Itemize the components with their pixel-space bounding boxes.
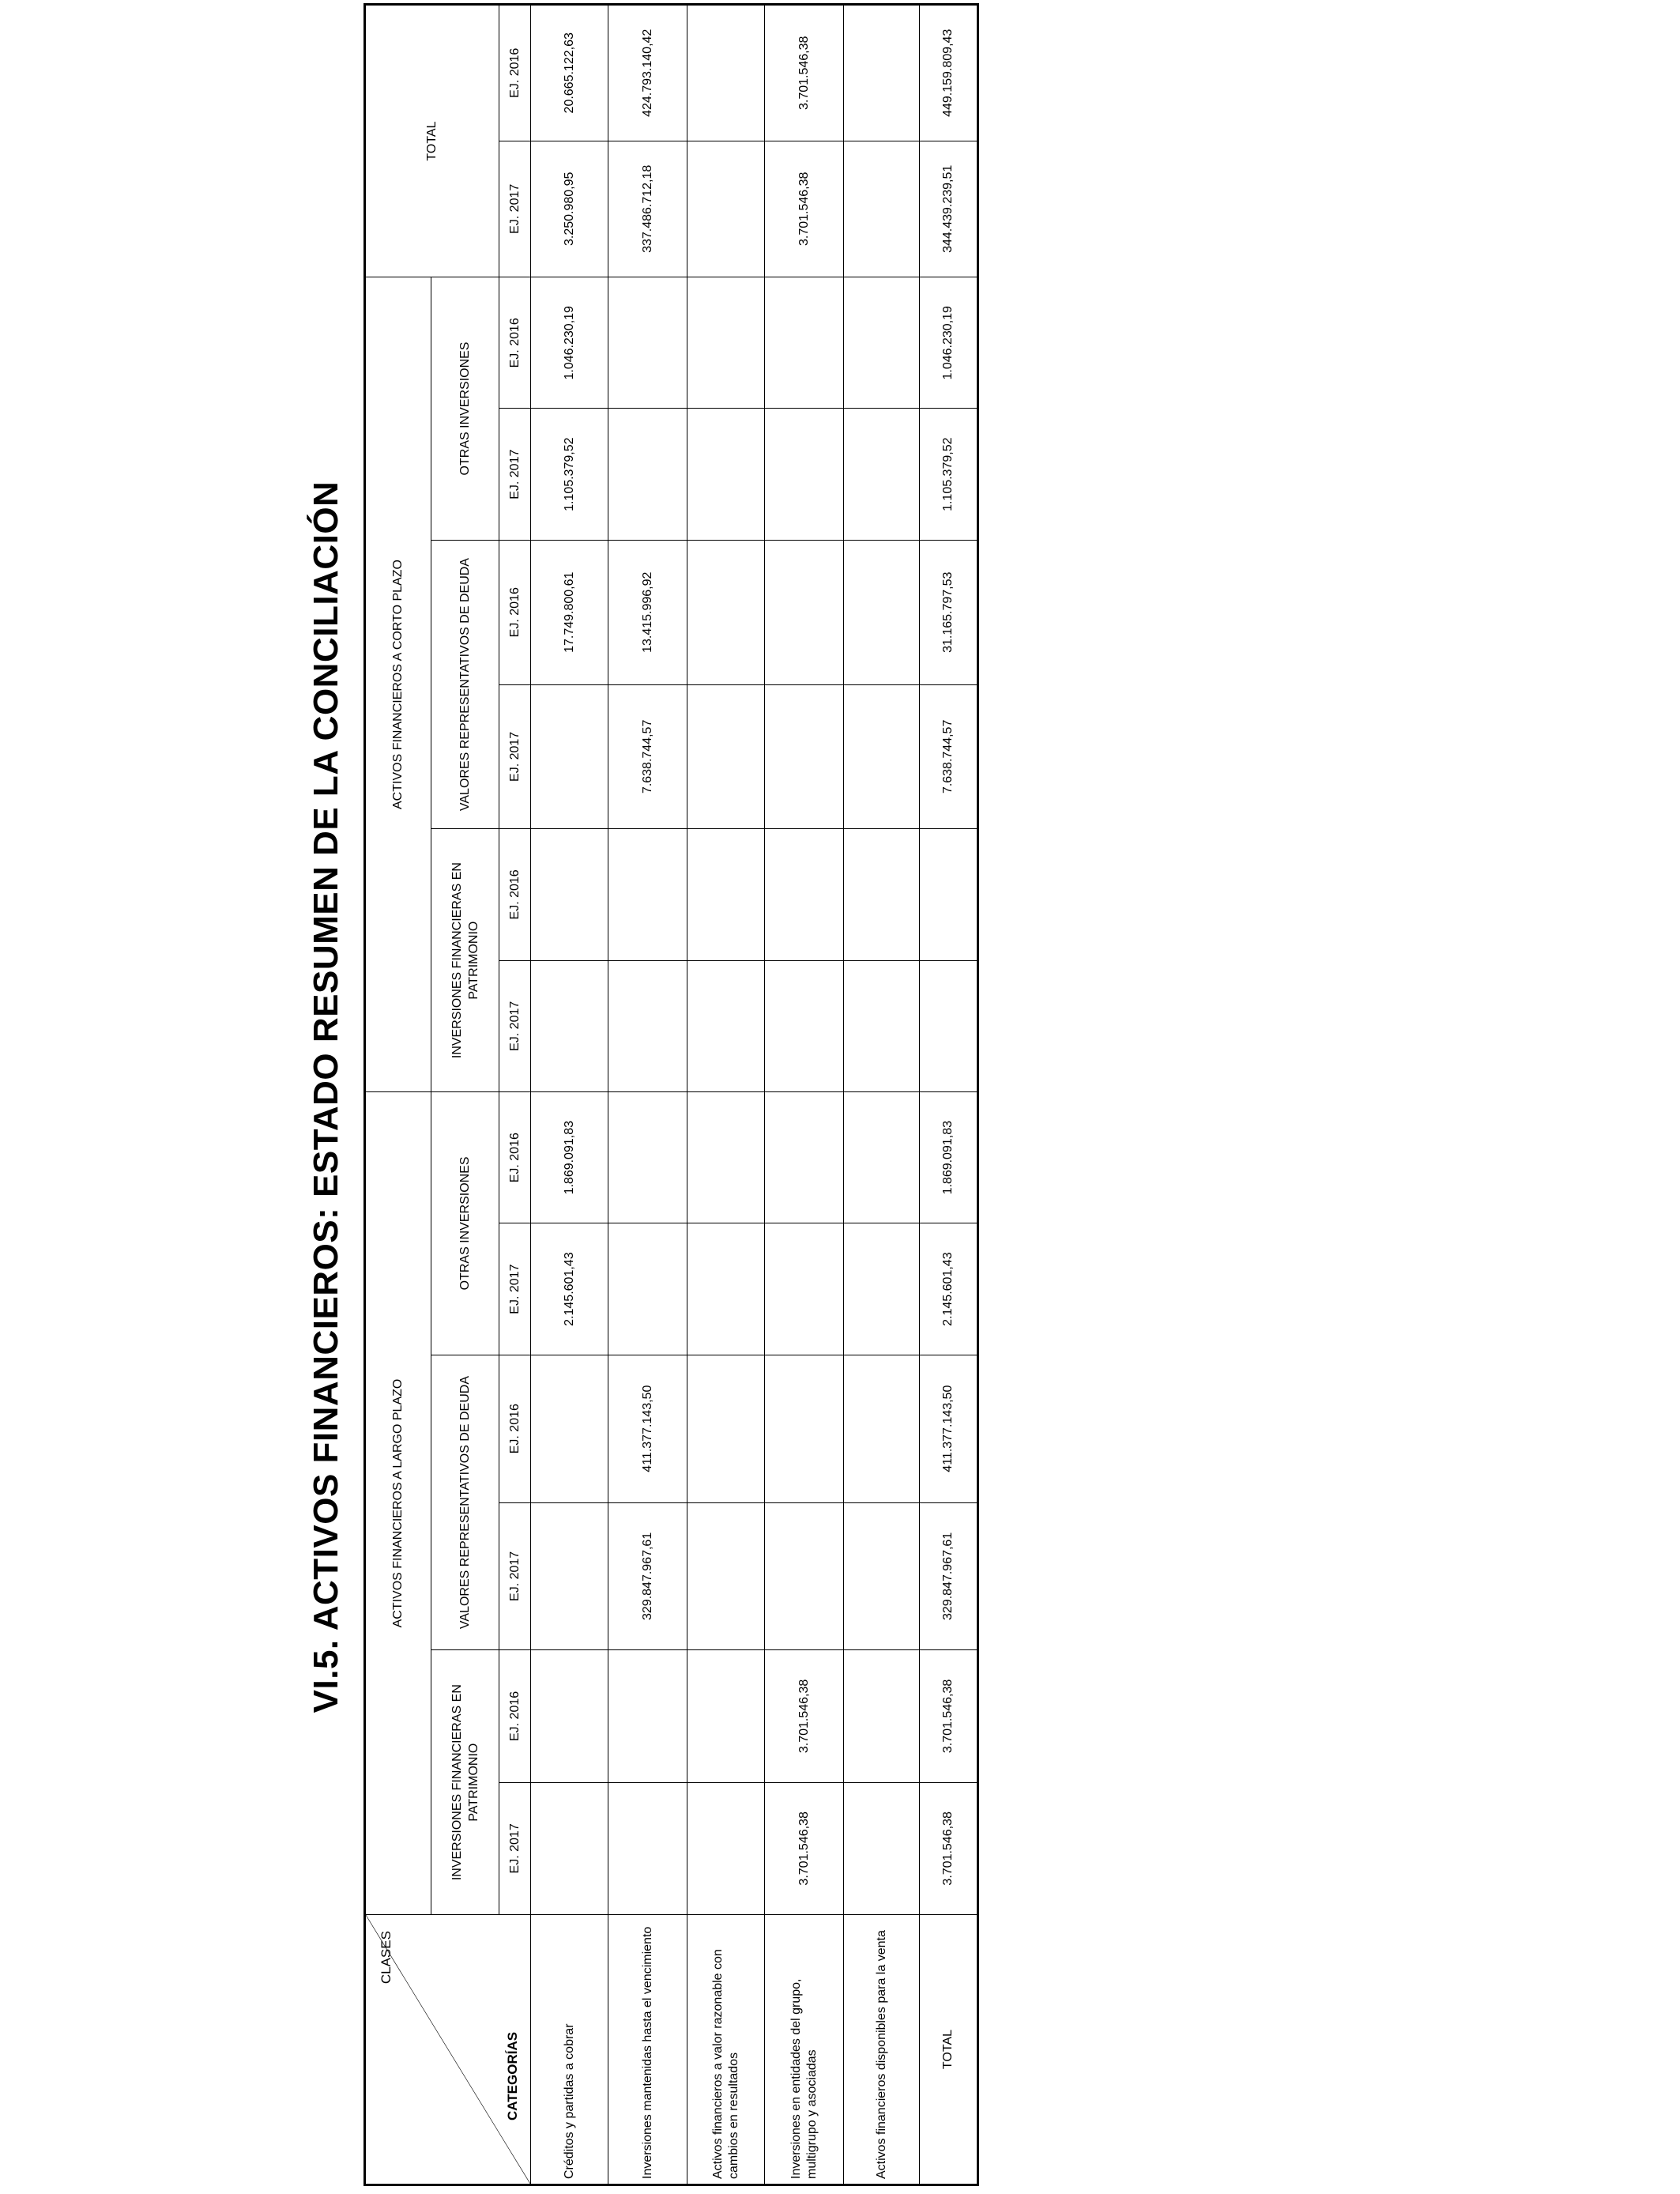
value-cell bbox=[765, 277, 844, 409]
table-row bbox=[531, 5, 608, 2185]
year-2016-header: EJ. 2016 bbox=[499, 1355, 531, 1502]
value-cell bbox=[531, 960, 608, 1091]
total-value-cell: 3.701.546,38 bbox=[920, 1650, 978, 1782]
value-cell bbox=[608, 960, 687, 1091]
value-cell bbox=[765, 540, 844, 684]
total-header: TOTAL bbox=[365, 5, 499, 277]
value-cell bbox=[844, 960, 920, 1091]
value-cell bbox=[844, 1650, 920, 1782]
year-2017-header: EJ. 2017 bbox=[499, 1782, 531, 1914]
value-cell bbox=[844, 1782, 920, 1914]
total-value-cell: 7.638.744,57 bbox=[920, 684, 978, 829]
total-value-cell bbox=[920, 960, 978, 1091]
year-2017-header: EJ. 2017 bbox=[499, 409, 531, 540]
value-cell: 329.847.967,61 bbox=[608, 1502, 687, 1650]
value-cell bbox=[687, 1782, 765, 1914]
value-cell bbox=[687, 1355, 765, 1502]
table-row bbox=[765, 5, 844, 2185]
value-cell: 13.415.996,92 bbox=[608, 540, 687, 684]
value-cell: 7.638.744,57 bbox=[608, 684, 687, 829]
year-header-row bbox=[499, 5, 531, 2185]
valores-deuda-lp-header: VALORES REPRESENTATIVOS DE DEUDA bbox=[431, 1355, 499, 1649]
value-cell bbox=[844, 141, 920, 277]
inv-patrimonio-cp-header: INVERSIONES FINANCIERAS EN PATRIMONIO bbox=[431, 829, 499, 1092]
total-value-cell: 1.105.379,52 bbox=[920, 409, 978, 540]
year-2017-header: EJ. 2017 bbox=[499, 141, 531, 277]
value-cell bbox=[765, 684, 844, 829]
value-cell bbox=[844, 5, 920, 141]
total-value-cell: 411.377.143,50 bbox=[920, 1355, 978, 1502]
value-cell bbox=[531, 1782, 608, 1914]
corto-plazo-header: ACTIVOS FINANCIEROS A CORTO PLAZO bbox=[365, 277, 431, 1092]
total-value-cell: 344.439.239,51 bbox=[920, 141, 978, 277]
table-row bbox=[608, 5, 687, 2185]
value-cell bbox=[687, 1223, 765, 1355]
category-label: Activos financieros a valor razonable con cambios en resultados bbox=[687, 1915, 765, 2185]
total-value-cell: 2.145.601,43 bbox=[920, 1223, 978, 1355]
value-cell bbox=[687, 1650, 765, 1782]
year-2017-header: EJ. 2017 bbox=[499, 960, 531, 1091]
value-cell bbox=[765, 1092, 844, 1223]
value-cell bbox=[531, 1502, 608, 1650]
value-cell: 337.486.712,18 bbox=[608, 141, 687, 277]
value-cell bbox=[608, 277, 687, 409]
value-cell bbox=[608, 1092, 687, 1223]
value-cell bbox=[687, 141, 765, 277]
value-cell: 3.701.546,38 bbox=[765, 141, 844, 277]
year-2016-header: EJ. 2016 bbox=[499, 1092, 531, 1223]
total-value-cell: 31.165.797,53 bbox=[920, 540, 978, 684]
value-cell bbox=[844, 684, 920, 829]
category-label: Inversiones en entidades del grupo, multigrupo y asociadas bbox=[765, 1915, 844, 2185]
value-cell bbox=[608, 1223, 687, 1355]
value-cell bbox=[844, 829, 920, 960]
year-2016-header: EJ. 2016 bbox=[499, 5, 531, 141]
value-cell bbox=[608, 1782, 687, 1914]
largo-plazo-header: ACTIVOS FINANCIEROS A LARGO PLAZO bbox=[365, 1092, 431, 1915]
value-cell bbox=[765, 409, 844, 540]
value-cell bbox=[531, 1650, 608, 1782]
page-title: VI.5. ACTIVOS FINANCIEROS: ESTADO RESUMEN DE LA CONCILIACIÓN bbox=[307, 481, 345, 1713]
total-row bbox=[920, 5, 978, 2185]
value-cell: 3.250.980,95 bbox=[531, 141, 608, 277]
value-cell bbox=[687, 409, 765, 540]
total-value-cell: 329.847.967,61 bbox=[920, 1502, 978, 1650]
value-cell bbox=[687, 960, 765, 1091]
category-label: Inversiones mantenidas hasta el vencimiento bbox=[608, 1915, 687, 2185]
total-value-cell: 1.869.091,83 bbox=[920, 1092, 978, 1223]
year-2016-header: EJ. 2016 bbox=[499, 829, 531, 960]
value-cell bbox=[531, 829, 608, 960]
categorias-label: CATEGORÍAS bbox=[505, 2031, 520, 2120]
value-cell bbox=[608, 409, 687, 540]
total-value-cell: 1.046.230,19 bbox=[920, 277, 978, 409]
corner-header-cell bbox=[365, 1915, 531, 2185]
value-cell: 1.046.230,19 bbox=[531, 277, 608, 409]
year-2017-header: EJ. 2017 bbox=[499, 1502, 531, 1650]
year-2017-header: EJ. 2017 bbox=[499, 1223, 531, 1355]
value-cell bbox=[531, 684, 608, 829]
reconciliation-table bbox=[363, 3, 979, 2186]
value-cell: 424.793.140,42 bbox=[608, 5, 687, 141]
value-cell bbox=[687, 829, 765, 960]
value-cell bbox=[687, 1092, 765, 1223]
clases-label: CLASES bbox=[379, 1931, 394, 1985]
value-cell bbox=[844, 277, 920, 409]
value-cell bbox=[531, 1355, 608, 1502]
value-cell bbox=[844, 1092, 920, 1223]
value-cell bbox=[844, 1223, 920, 1355]
value-cell: 411.377.143,50 bbox=[608, 1355, 687, 1502]
value-cell bbox=[608, 1650, 687, 1782]
value-cell bbox=[765, 960, 844, 1091]
value-cell bbox=[844, 409, 920, 540]
inv-patrimonio-lp-header: INVERSIONES FINANCIERAS EN PATRIMONIO bbox=[431, 1650, 499, 1915]
otras-inversiones-lp-header: OTRAS INVERSIONES bbox=[431, 1092, 499, 1355]
value-cell bbox=[687, 684, 765, 829]
value-cell: 20.665.122,63 bbox=[531, 5, 608, 141]
category-label: Activos financieros disponibles para la venta bbox=[844, 1915, 920, 2185]
year-2016-header: EJ. 2016 bbox=[499, 540, 531, 684]
value-cell: 3.701.546,38 bbox=[765, 1782, 844, 1914]
value-cell bbox=[765, 1223, 844, 1355]
value-cell: 1.869.091,83 bbox=[531, 1092, 608, 1223]
value-cell bbox=[687, 277, 765, 409]
table-body bbox=[531, 5, 978, 2185]
category-label: Créditos y partidas a cobrar bbox=[531, 1915, 608, 2185]
value-cell: 17.749.800,61 bbox=[531, 540, 608, 684]
total-value-cell: 449.159.809,43 bbox=[920, 5, 978, 141]
valores-deuda-cp-header: VALORES REPRESENTATIVOS DE DEUDA bbox=[431, 540, 499, 828]
value-cell: 2.145.601,43 bbox=[531, 1223, 608, 1355]
table-row bbox=[687, 5, 765, 2185]
value-cell bbox=[687, 5, 765, 141]
total-label: TOTAL bbox=[920, 1915, 978, 2185]
value-cell bbox=[765, 829, 844, 960]
value-cell bbox=[844, 1502, 920, 1650]
value-cell: 3.701.546,38 bbox=[765, 5, 844, 141]
table-row bbox=[844, 5, 920, 2185]
value-cell: 3.701.546,38 bbox=[765, 1650, 844, 1782]
year-2016-header: EJ. 2016 bbox=[499, 1650, 531, 1782]
value-cell bbox=[765, 1502, 844, 1650]
year-2017-header: EJ. 2017 bbox=[499, 684, 531, 829]
value-cell bbox=[687, 1502, 765, 1650]
value-cell bbox=[844, 540, 920, 684]
value-cell: 1.105.379,52 bbox=[531, 409, 608, 540]
value-cell bbox=[608, 829, 687, 960]
value-cell bbox=[844, 1355, 920, 1502]
year-2016-header: EJ. 2016 bbox=[499, 277, 531, 409]
value-cell bbox=[765, 1355, 844, 1502]
otras-inversiones-cp-header: OTRAS INVERSIONES bbox=[431, 277, 499, 541]
total-value-cell bbox=[920, 829, 978, 960]
value-cell bbox=[687, 540, 765, 684]
total-value-cell: 3.701.546,38 bbox=[920, 1782, 978, 1914]
